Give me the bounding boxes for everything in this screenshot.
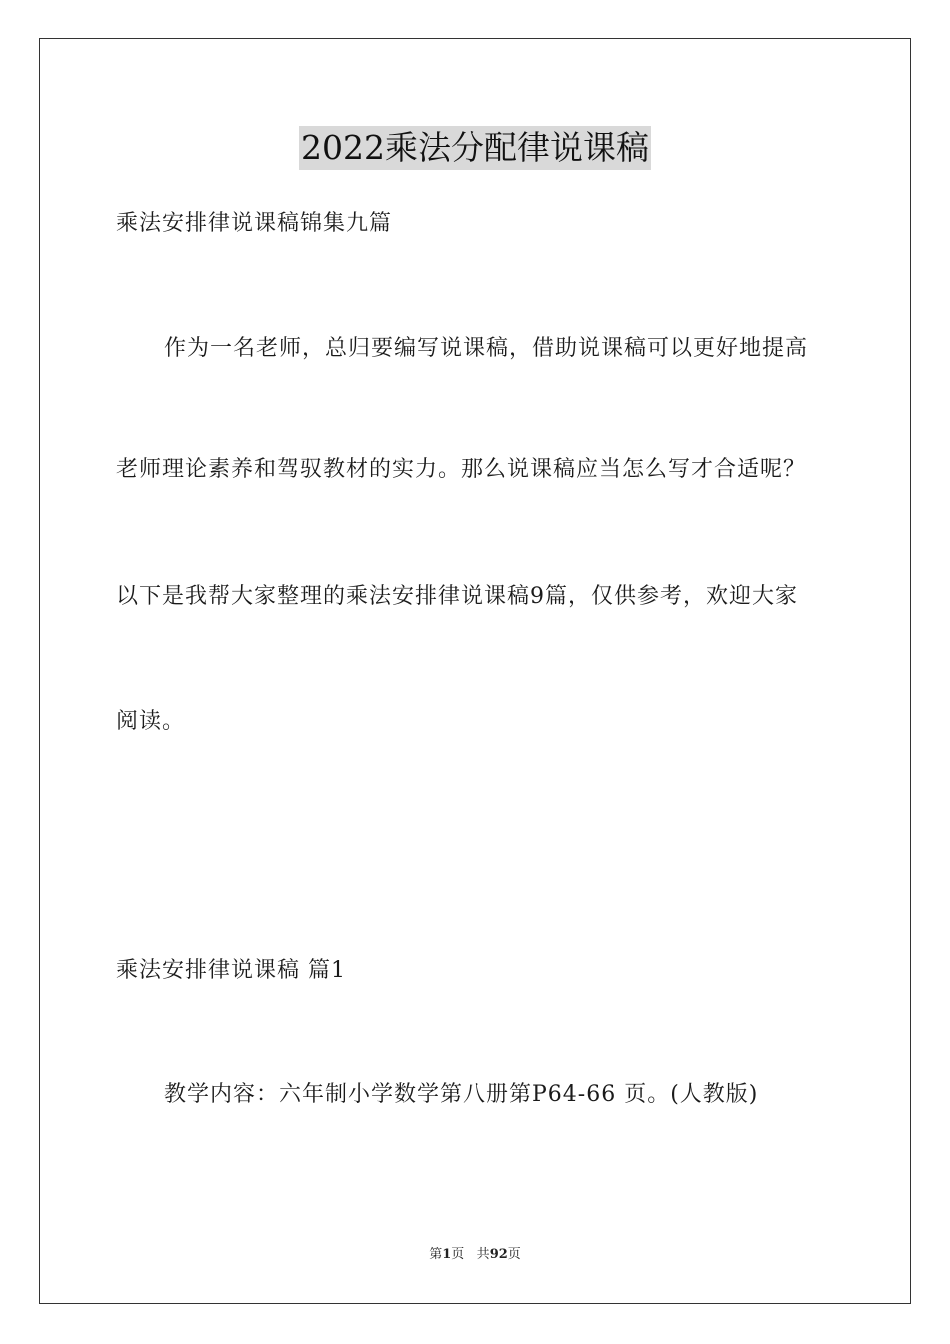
footer-total-pages: 92 bbox=[489, 1247, 508, 1262]
intro-line-1: 作为一名老师，总归要编写说课稿，借助说课稿可以更好地提高 bbox=[164, 336, 809, 361]
footer-page-number: 1 bbox=[442, 1247, 452, 1262]
document-subtitle: 乘法安排律说课稿锦集九篇 bbox=[116, 211, 393, 236]
content-line: 教学内容：六年制小学数学第八册第P64-66 页。(人教版) bbox=[164, 1082, 759, 1107]
section-heading: 乘法安排律说课稿 篇1 bbox=[116, 958, 346, 983]
footer-total-suffix: 页 bbox=[507, 1247, 521, 1262]
intro-line-2: 老师理论素养和驾驭教材的实力。那么说课稿应当怎么写才合适呢？ bbox=[116, 457, 807, 482]
footer-page-prefix: 第 bbox=[429, 1247, 443, 1262]
intro-line-4: 阅读。 bbox=[116, 709, 186, 734]
title-container bbox=[0, 126, 950, 170]
footer-page-suffix: 页 bbox=[451, 1247, 465, 1262]
footer-total-prefix: 共 bbox=[476, 1247, 490, 1262]
intro-line-3: 以下是我帮大家整理的乘法安排律说课稿9篇，仅供参考，欢迎大家 bbox=[116, 584, 798, 609]
document-title: 2022乘法分配律说课稿 bbox=[299, 126, 651, 170]
page-footer bbox=[0, 1246, 950, 1264]
